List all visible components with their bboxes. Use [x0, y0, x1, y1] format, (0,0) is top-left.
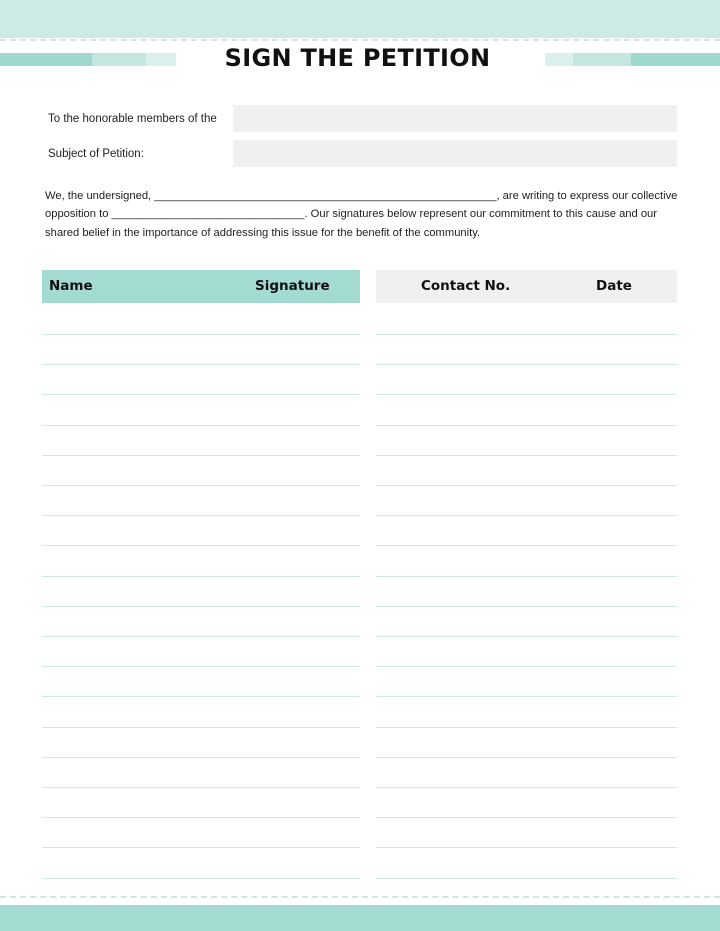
table-row-line-right[interactable]	[376, 757, 677, 758]
table-row-line-right[interactable]	[376, 394, 677, 395]
page-title: SIGN THE PETITION	[224, 44, 491, 72]
subject-field[interactable]	[233, 140, 677, 167]
bottom-dashed-divider	[0, 896, 720, 898]
top-dashed-divider	[0, 39, 720, 41]
recipient-field[interactable]	[233, 105, 677, 132]
statement-line: opposition to _______________________________. Our signatures below represent our commitment to this cause and our	[45, 208, 658, 221]
table-row-line-left[interactable]	[42, 515, 360, 516]
table-row-line-left[interactable]	[42, 636, 360, 637]
table-row-line-right[interactable]	[376, 878, 677, 879]
table-row-line-right[interactable]	[376, 455, 677, 456]
table-row-line-right[interactable]	[376, 576, 677, 577]
table-row-line-left[interactable]	[42, 666, 360, 667]
table-row-line-left[interactable]	[42, 727, 360, 728]
statement-line: We, the undersigned, _______________________________________________________, are writing to express our collective	[45, 190, 678, 202]
table-row-line-left[interactable]	[42, 787, 360, 788]
header-date: Date	[596, 278, 632, 294]
table-row-line-right[interactable]	[376, 425, 677, 426]
header-name: Name	[49, 278, 93, 294]
table-row-line-left[interactable]	[42, 847, 360, 848]
table-row-line-right[interactable]	[376, 817, 677, 818]
table-row-line-left[interactable]	[42, 545, 360, 546]
table-row-line-left[interactable]	[42, 425, 360, 426]
table-row-line-left[interactable]	[42, 485, 360, 486]
table-row-line-left[interactable]	[42, 334, 360, 335]
table-row-line-right[interactable]	[376, 515, 677, 516]
table-row-line-left[interactable]	[42, 696, 360, 697]
subject-label: Subject of Petition:	[48, 148, 144, 160]
header-signature: Signature	[255, 278, 330, 294]
table-row-line-right[interactable]	[376, 787, 677, 788]
table-row-line-right[interactable]	[376, 696, 677, 697]
header-contact-no: Contact No.	[421, 278, 511, 294]
statement-line: shared belief in the importance of addressing this issue for the benefit of the community.	[45, 226, 481, 239]
table-row-line-right[interactable]	[376, 364, 677, 365]
table-row-line-right[interactable]	[376, 727, 677, 728]
table-row-line-left[interactable]	[42, 364, 360, 365]
table-row-line-right[interactable]	[376, 485, 677, 486]
top-decorative-band	[0, 0, 720, 38]
recipient-label: To the honorable members of the	[48, 113, 217, 125]
table-row-line-left[interactable]	[42, 394, 360, 395]
table-row-line-left[interactable]	[42, 757, 360, 758]
table-row-line-right[interactable]	[376, 666, 677, 667]
table-row-line-left[interactable]	[42, 878, 360, 879]
table-row-line-left[interactable]	[42, 576, 360, 577]
table-row-line-right[interactable]	[376, 334, 677, 335]
table-row-line-right[interactable]	[376, 545, 677, 546]
table-row-line-left[interactable]	[42, 606, 360, 607]
petition-statement	[45, 187, 685, 242]
table-row-line-right[interactable]	[376, 606, 677, 607]
table-row-line-right[interactable]	[376, 847, 677, 848]
table-row-line-left[interactable]	[42, 455, 360, 456]
table-row-line-right[interactable]	[376, 636, 677, 637]
bottom-decorative-band	[0, 905, 720, 931]
table-row-line-left[interactable]	[42, 817, 360, 818]
